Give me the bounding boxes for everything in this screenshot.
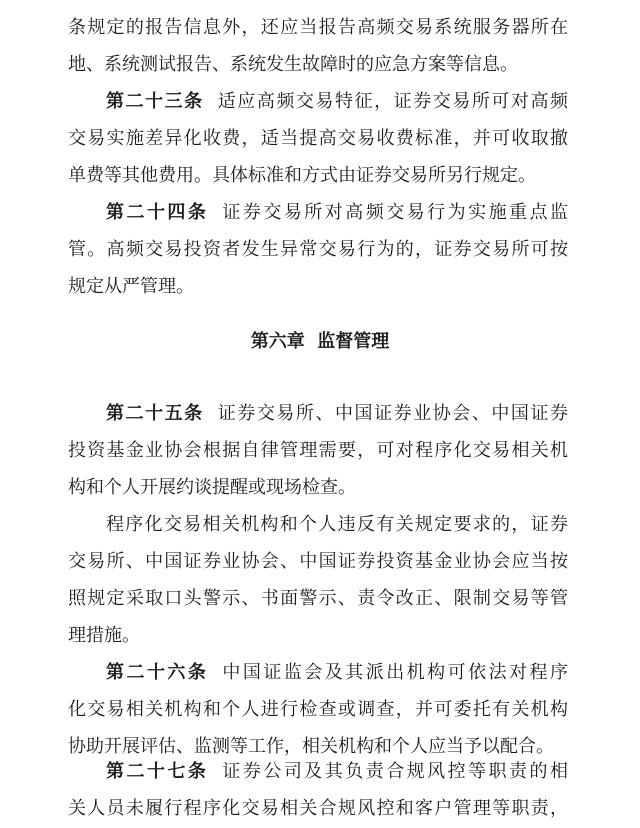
paragraph-line: 交易所、中国证券业协会、中国证券投资基金业协会应当按 <box>68 551 568 572</box>
paragraph-line: 照规定采取口头警示、书面警示、责令改正、限制交易等管 <box>68 588 568 609</box>
article-25-label: 第二十五条 <box>106 403 204 424</box>
paragraph-line: 地、系统测试报告、系统发生故障时的应急方案等信息。 <box>68 54 518 75</box>
article-26-first-line <box>106 658 568 688</box>
paragraph-line: 条规定的报告信息外，还应当报告高频交易系统服务器所在 <box>68 17 568 38</box>
article-25-first-line <box>106 399 568 429</box>
article-26-text: 中国证监会及其派出机构可依法对程序 <box>222 662 569 683</box>
article-23-text: 适应高频交易特征，证券交易所可对高频 <box>217 91 569 112</box>
paragraph-line: 理措施。 <box>68 625 140 646</box>
chapter-heading <box>0 327 640 357</box>
paragraph-line: 关人员未履行程序化交易相关合规风控和客户管理等职责， <box>68 798 568 819</box>
paragraph-line: 化交易相关机构和个人进行检查或调查，并可委托有关机构 <box>68 699 568 720</box>
article-24-label: 第二十四条 <box>106 202 209 223</box>
article-26-label: 第二十六条 <box>106 662 209 683</box>
article-23-label: 第二十三条 <box>106 91 204 112</box>
paragraph-line: 单费等其他费用。具体标准和方式由证券交易所另行规定。 <box>68 165 536 186</box>
paragraph-line: 构和个人开展约谈提醒或现场检查。 <box>68 477 356 498</box>
paragraph-line: 交易实施差异化收费，适当提高交易收费标准，并可收取撤 <box>68 128 568 149</box>
article-24-first-line <box>106 198 568 228</box>
article-27-first-line <box>106 757 568 787</box>
article-27-text: 证券公司及其负责合规风控等职责的相 <box>222 761 569 782</box>
article-23-first-line <box>106 87 568 117</box>
chapter-number: 第六章 <box>250 331 305 352</box>
paragraph-line: 管。高频交易投资者发生异常交易行为的，证券交易所可按 <box>68 239 568 260</box>
paragraph-line: 程序化交易相关机构和个人违反有关规定要求的，证券 <box>106 514 568 535</box>
paragraph-line: 规定从严管理。 <box>68 276 194 297</box>
article-25-text: 证券交易所、中国证券业协会、中国证券 <box>217 403 569 424</box>
paragraph-line: 协助开展评估、监测等工作，相关机构和个人应当予以配合。 <box>68 736 554 757</box>
article-24-text: 证券交易所对高频交易行为实施重点监 <box>222 202 569 223</box>
article-27-label: 第二十七条 <box>106 761 209 782</box>
chapter-title: 监督管理 <box>317 331 390 352</box>
paragraph-line: 投资基金业协会根据自律管理需要，可对程序化交易相关机 <box>68 440 568 461</box>
